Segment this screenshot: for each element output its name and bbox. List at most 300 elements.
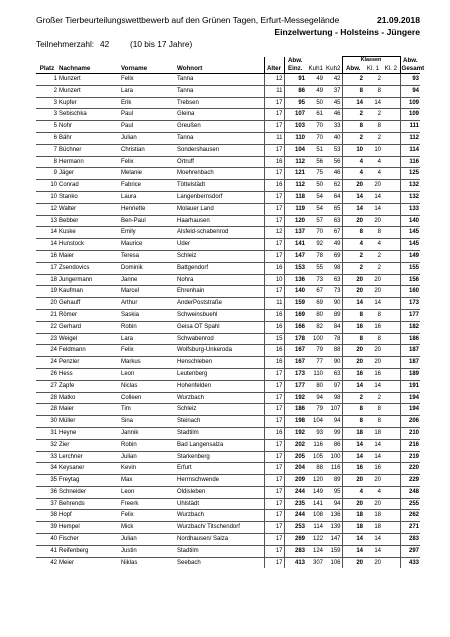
klassen-abw-cell: 4 bbox=[342, 486, 364, 498]
age-cell: 17 bbox=[264, 463, 284, 475]
kuh1-cell: 93 bbox=[306, 427, 324, 439]
residence-cell: Uder bbox=[176, 239, 264, 251]
lastname-cell: Kaufman bbox=[58, 286, 120, 298]
lastname-cell: Fischer bbox=[58, 534, 120, 546]
col-klassen-group: Klassen bbox=[342, 57, 400, 66]
kuh1-cell: 122 bbox=[306, 534, 324, 546]
firstname-cell: Robin bbox=[120, 439, 176, 451]
rank-cell: 20 bbox=[36, 298, 58, 310]
abw-einz-cell: 173 bbox=[284, 368, 306, 380]
residence-cell: Tanna bbox=[176, 132, 264, 144]
kuh1-cell: 55 bbox=[306, 262, 324, 274]
residence-cell: Molauer Land bbox=[176, 203, 264, 215]
age-cell: 16 bbox=[264, 180, 284, 192]
residence-cell: Henschleben bbox=[176, 357, 264, 369]
table-row bbox=[36, 309, 420, 321]
lastname-cell: Bebber bbox=[58, 215, 120, 227]
klassen-abw-cell: 20 bbox=[342, 498, 364, 510]
abw-gesamt-cell: 160 bbox=[400, 286, 420, 298]
klassen-abw-cell: 8 bbox=[342, 416, 364, 428]
lastname-cell: Hess bbox=[58, 368, 120, 380]
abw-einz-cell: 253 bbox=[284, 522, 306, 534]
kuh1-cell: 79 bbox=[306, 404, 324, 416]
table-row bbox=[36, 392, 420, 404]
rank-cell: 24 bbox=[36, 345, 58, 357]
rank-cell: 8 bbox=[36, 156, 58, 168]
firstname-cell: Kevin bbox=[120, 463, 176, 475]
document-title: Großer Tierbeurteilungswettbewerb auf den Grünen Tagen, Erfurt-Messegelände bbox=[36, 15, 340, 25]
abw-gesamt-cell: 433 bbox=[400, 557, 420, 568]
residence-cell: Haarhausen bbox=[176, 215, 264, 227]
kuh1-cell: 108 bbox=[306, 510, 324, 522]
kl2-cell bbox=[382, 180, 400, 192]
table-row bbox=[36, 132, 420, 144]
lastname-cell: Freytag bbox=[58, 475, 120, 487]
abw-einz-cell: 95 bbox=[284, 97, 306, 109]
abw-gesamt-cell: 94 bbox=[400, 85, 420, 97]
lastname-cell: Müller bbox=[58, 416, 120, 428]
residence-cell: Starkenberg bbox=[176, 451, 264, 463]
age-cell: 16 bbox=[264, 345, 284, 357]
klassen-abw-cell: 18 bbox=[342, 522, 364, 534]
kl2-cell bbox=[382, 545, 400, 557]
kl1-cell: 18 bbox=[364, 510, 382, 522]
abw-einz-cell: 204 bbox=[284, 463, 306, 475]
col-kuh2: Kuh2 bbox=[326, 65, 341, 72]
kl1-cell: 16 bbox=[364, 368, 382, 380]
age-cell: 12 bbox=[264, 227, 284, 239]
kl1-cell: 10 bbox=[364, 144, 382, 156]
klassen-abw-cell: 16 bbox=[342, 368, 364, 380]
abw-gesamt-cell: 132 bbox=[400, 180, 420, 192]
kl1-cell: 14 bbox=[364, 298, 382, 310]
klassen-abw-cell: 2 bbox=[342, 262, 364, 274]
lastname-cell: Gehauff bbox=[58, 298, 120, 310]
kl2-cell bbox=[382, 168, 400, 180]
firstname-cell: Julian bbox=[120, 132, 176, 144]
klassen-abw-cell: 10 bbox=[342, 144, 364, 156]
rank-cell: 10 bbox=[36, 191, 58, 203]
lastname-cell: Heyne bbox=[58, 427, 120, 439]
kl2-cell bbox=[382, 191, 400, 203]
residence-cell: Seebach bbox=[176, 557, 264, 568]
residence-cell: Bad Langensalza bbox=[176, 439, 264, 451]
klassen-abw-cell: 2 bbox=[342, 250, 364, 262]
residence-cell: Wolfsburg-Unkeroda bbox=[176, 345, 264, 357]
abw-einz-cell: 140 bbox=[284, 286, 306, 298]
table-row bbox=[36, 321, 420, 333]
kuh1-cell: 70 bbox=[306, 121, 324, 133]
kl2-cell bbox=[382, 439, 400, 451]
abw-einz-cell: 178 bbox=[284, 333, 306, 345]
kuh1-cell: 94 bbox=[306, 392, 324, 404]
abw-einz-cell: 169 bbox=[284, 309, 306, 321]
firstname-cell: Janne bbox=[120, 274, 176, 286]
age-cell: 17 bbox=[264, 121, 284, 133]
age-cell: 15 bbox=[264, 333, 284, 345]
klassen-abw-cell: 8 bbox=[342, 85, 364, 97]
kuh2-cell: 99 bbox=[324, 427, 342, 439]
klassen-abw-cell: 2 bbox=[342, 132, 364, 144]
age-cell: 16 bbox=[264, 321, 284, 333]
table-row bbox=[36, 227, 420, 239]
kuh1-cell: 114 bbox=[306, 522, 324, 534]
residence-cell: AnderPoststraße bbox=[176, 298, 264, 310]
abw-gesamt-cell: 186 bbox=[400, 333, 420, 345]
abw-einz-cell: 209 bbox=[284, 475, 306, 487]
firstname-cell: Erik bbox=[120, 97, 176, 109]
residence-cell: Ortruff bbox=[176, 156, 264, 168]
kuh2-cell: 106 bbox=[324, 557, 342, 568]
participant-info bbox=[36, 39, 193, 49]
abw-gesamt-cell: 194 bbox=[400, 392, 420, 404]
firstname-cell: Leon bbox=[120, 368, 176, 380]
kl1-cell: 2 bbox=[364, 392, 382, 404]
age-cell: 17 bbox=[264, 498, 284, 510]
age-cell: 17 bbox=[264, 97, 284, 109]
kuh2-cell: 89 bbox=[324, 309, 342, 321]
kuh2-cell: 139 bbox=[324, 522, 342, 534]
kuh2-cell: 98 bbox=[324, 392, 342, 404]
kl2-cell bbox=[382, 203, 400, 215]
lastname-cell: Römer bbox=[58, 309, 120, 321]
table-row bbox=[36, 121, 420, 133]
lastname-cell: Keysaner bbox=[58, 463, 120, 475]
kl2-cell bbox=[382, 498, 400, 510]
table-row bbox=[36, 286, 420, 298]
residence-cell: Hohenfelden bbox=[176, 380, 264, 392]
kuh1-cell: 105 bbox=[306, 451, 324, 463]
age-cell: 17 bbox=[264, 545, 284, 557]
age-cell: 11 bbox=[264, 132, 284, 144]
kuh2-cell: 84 bbox=[324, 321, 342, 333]
kuh2-cell: 73 bbox=[324, 286, 342, 298]
lastname-cell: Penzler bbox=[58, 357, 120, 369]
kl1-cell: 20 bbox=[364, 274, 382, 286]
col-platz: Platz bbox=[39, 65, 55, 72]
klassen-abw-cell: 8 bbox=[342, 309, 364, 321]
abw-gesamt-cell: 210 bbox=[400, 427, 420, 439]
age-cell: 16 bbox=[264, 309, 284, 321]
kl1-cell: 14 bbox=[364, 203, 382, 215]
kl1-cell: 14 bbox=[364, 439, 382, 451]
table-row bbox=[36, 475, 420, 487]
kuh2-cell: 33 bbox=[324, 121, 342, 133]
abw-gesamt-cell: 133 bbox=[400, 203, 420, 215]
age-cell: 17 bbox=[264, 250, 284, 262]
rank-cell: 26 bbox=[36, 368, 58, 380]
klassen-abw-cell: 14 bbox=[342, 545, 364, 557]
kl2-cell bbox=[382, 357, 400, 369]
rank-cell: 3 bbox=[36, 109, 58, 121]
age-cell: 16 bbox=[264, 427, 284, 439]
table-row bbox=[36, 74, 420, 86]
klassen-abw-cell: 14 bbox=[342, 97, 364, 109]
lastname-cell: Maier bbox=[58, 250, 120, 262]
age-cell: 17 bbox=[264, 191, 284, 203]
rank-cell: 10 bbox=[36, 180, 58, 192]
kl2-cell bbox=[382, 298, 400, 310]
kl1-cell: 14 bbox=[364, 380, 382, 392]
table-row bbox=[36, 427, 420, 439]
residence-cell: Greußen bbox=[176, 121, 264, 133]
firstname-cell: Maurice bbox=[120, 239, 176, 251]
kl2-cell bbox=[382, 522, 400, 534]
abw-einz-cell: 192 bbox=[284, 427, 306, 439]
abw-gesamt-cell: 255 bbox=[400, 498, 420, 510]
age-cell: 17 bbox=[264, 144, 284, 156]
kuh2-cell: 88 bbox=[324, 345, 342, 357]
age-cell: 17 bbox=[264, 203, 284, 215]
table-row bbox=[36, 404, 420, 416]
kuh2-cell: 64 bbox=[324, 191, 342, 203]
kuh2-cell: 63 bbox=[324, 215, 342, 227]
table-row bbox=[36, 451, 420, 463]
rank-cell: 13 bbox=[36, 215, 58, 227]
table-row bbox=[36, 180, 420, 192]
kl1-cell: 4 bbox=[364, 156, 382, 168]
kuh2-cell: 42 bbox=[324, 74, 342, 86]
rank-cell: 18 bbox=[36, 274, 58, 286]
abw-einz-cell: 159 bbox=[284, 298, 306, 310]
table-row bbox=[36, 262, 420, 274]
kl1-cell: 2 bbox=[364, 109, 382, 121]
kuh2-cell: 97 bbox=[324, 380, 342, 392]
kl2-cell bbox=[382, 85, 400, 97]
rank-cell: 7 bbox=[36, 144, 58, 156]
klassen-abw-cell: 18 bbox=[342, 427, 364, 439]
abw-gesamt-cell: 229 bbox=[400, 475, 420, 487]
klassen-abw-cell: 8 bbox=[342, 333, 364, 345]
kl2-cell bbox=[382, 274, 400, 286]
rank-cell: 2 bbox=[36, 85, 58, 97]
klassen-abw-cell: 20 bbox=[342, 215, 364, 227]
kl1-cell: 14 bbox=[364, 451, 382, 463]
kuh1-cell: 110 bbox=[306, 368, 324, 380]
kl1-cell: 8 bbox=[364, 333, 382, 345]
kl1-cell: 20 bbox=[364, 557, 382, 568]
abw-gesamt-cell: 216 bbox=[400, 439, 420, 451]
klassen-abw-cell: 20 bbox=[342, 475, 364, 487]
kuh1-cell: 141 bbox=[306, 498, 324, 510]
klassen-abw-cell: 8 bbox=[342, 404, 364, 416]
participants-label: Teilnehmerzahl: bbox=[36, 39, 95, 49]
klassen-abw-cell: 20 bbox=[342, 357, 364, 369]
abw-einz-cell: 269 bbox=[284, 534, 306, 546]
kuh1-cell: 54 bbox=[306, 203, 324, 215]
age-cell: 17 bbox=[264, 404, 284, 416]
table-row bbox=[36, 463, 420, 475]
lastname-cell: Zapfe bbox=[58, 380, 120, 392]
table-row bbox=[36, 545, 420, 557]
kl2-cell bbox=[382, 250, 400, 262]
klassen-abw-cell: 4 bbox=[342, 156, 364, 168]
table-row bbox=[36, 380, 420, 392]
abw-einz-cell: 283 bbox=[284, 545, 306, 557]
kuh2-cell: 136 bbox=[324, 510, 342, 522]
abw-gesamt-cell: 187 bbox=[400, 357, 420, 369]
abw-einz-cell: 120 bbox=[284, 215, 306, 227]
kuh1-cell: 104 bbox=[306, 416, 324, 428]
rank-cell: 34 bbox=[36, 463, 58, 475]
residence-cell: Geisa OT Spahl bbox=[176, 321, 264, 333]
rank-cell: 38 bbox=[36, 510, 58, 522]
klassen-abw-cell: 4 bbox=[342, 168, 364, 180]
abw-einz-cell: 103 bbox=[284, 121, 306, 133]
abw-gesamt-cell: 114 bbox=[400, 144, 420, 156]
abw-gesamt-cell: 132 bbox=[400, 191, 420, 203]
abw-einz-cell: 167 bbox=[284, 345, 306, 357]
kl2-cell bbox=[382, 451, 400, 463]
abw-einz-cell: 118 bbox=[284, 191, 306, 203]
age-cell: 16 bbox=[264, 357, 284, 369]
col-abw-einz-top: Abw. bbox=[284, 57, 306, 66]
lastname-cell: Stanko bbox=[58, 191, 120, 203]
kuh1-cell: 69 bbox=[306, 298, 324, 310]
table-row bbox=[36, 85, 420, 97]
residence-cell: Schwabenrod bbox=[176, 333, 264, 345]
kl1-cell: 4 bbox=[364, 486, 382, 498]
kl1-cell: 20 bbox=[364, 180, 382, 192]
age-cell: 17 bbox=[264, 451, 284, 463]
kuh2-cell: 94 bbox=[324, 416, 342, 428]
residence-cell: Schweinsbuehl bbox=[176, 309, 264, 321]
rank-cell: 40 bbox=[36, 534, 58, 546]
lastname-cell: Jungermann bbox=[58, 274, 120, 286]
klassen-abw-cell: 14 bbox=[342, 451, 364, 463]
residence-cell: Stadtilm bbox=[176, 545, 264, 557]
rank-cell: 37 bbox=[36, 498, 58, 510]
kuh2-cell: 94 bbox=[324, 498, 342, 510]
age-cell: 17 bbox=[264, 239, 284, 251]
residence-cell: Leutenberg bbox=[176, 368, 264, 380]
table-row bbox=[36, 239, 420, 251]
table-row bbox=[36, 534, 420, 546]
kuh2-cell: 46 bbox=[324, 109, 342, 121]
firstname-cell: Robin bbox=[120, 321, 176, 333]
table-row bbox=[36, 215, 420, 227]
abw-einz-cell: 177 bbox=[284, 380, 306, 392]
klassen-abw-cell: 14 bbox=[342, 380, 364, 392]
kl2-cell bbox=[382, 309, 400, 321]
table-row bbox=[36, 416, 420, 428]
abw-gesamt-cell: 156 bbox=[400, 274, 420, 286]
klassen-abw-cell: 16 bbox=[342, 321, 364, 333]
kl1-cell: 20 bbox=[364, 498, 382, 510]
abw-gesamt-cell: 219 bbox=[400, 451, 420, 463]
abw-einz-cell: 413 bbox=[284, 557, 306, 568]
kl1-cell: 2 bbox=[364, 262, 382, 274]
col-abw-gesamt-top: Abw. bbox=[400, 57, 420, 66]
kuh1-cell: 70 bbox=[306, 227, 324, 239]
kuh2-cell: 90 bbox=[324, 298, 342, 310]
kuh1-cell: 50 bbox=[306, 180, 324, 192]
firstname-cell: Marcel bbox=[120, 286, 176, 298]
kuh1-cell: 75 bbox=[306, 168, 324, 180]
firstname-cell: Henriette bbox=[120, 203, 176, 215]
age-cell: 17 bbox=[264, 380, 284, 392]
residence-cell: Trebsen bbox=[176, 97, 264, 109]
lastname-cell: Sebischka bbox=[58, 109, 120, 121]
kl1-cell: 20 bbox=[364, 345, 382, 357]
abw-einz-cell: 244 bbox=[284, 510, 306, 522]
table-row bbox=[36, 439, 420, 451]
abw-gesamt-cell: 140 bbox=[400, 215, 420, 227]
kl1-cell: 8 bbox=[364, 85, 382, 97]
kl2-cell bbox=[382, 404, 400, 416]
klassen-abw-cell: 20 bbox=[342, 180, 364, 192]
abw-einz-cell: 112 bbox=[284, 156, 306, 168]
abw-einz-cell: 119 bbox=[284, 203, 306, 215]
kuh1-cell: 116 bbox=[306, 439, 324, 451]
kuh1-cell: 49 bbox=[306, 74, 324, 86]
kuh2-cell: 53 bbox=[324, 144, 342, 156]
col-vorname: Vorname bbox=[121, 65, 148, 72]
abw-gesamt-cell: 145 bbox=[400, 239, 420, 251]
abw-einz-cell: 167 bbox=[284, 357, 306, 369]
kl1-cell: 20 bbox=[364, 357, 382, 369]
kl2-cell bbox=[382, 227, 400, 239]
age-cell: 16 bbox=[264, 262, 284, 274]
rank-cell: 24 bbox=[36, 357, 58, 369]
klassen-abw-cell: 8 bbox=[342, 121, 364, 133]
firstname-cell: Arthur bbox=[120, 298, 176, 310]
age-range: (10 bis 17 Jahre) bbox=[130, 39, 193, 49]
table-body bbox=[36, 74, 420, 569]
rank-cell: 17 bbox=[36, 262, 58, 274]
lastname-cell: Feldmann bbox=[58, 345, 120, 357]
age-cell: 17 bbox=[264, 215, 284, 227]
table-row bbox=[36, 345, 420, 357]
kuh2-cell: 159 bbox=[324, 545, 342, 557]
age-cell: 11 bbox=[264, 298, 284, 310]
abw-gesamt-cell: 116 bbox=[400, 156, 420, 168]
kuh2-cell: 86 bbox=[324, 439, 342, 451]
lastname-cell: Hempel bbox=[58, 522, 120, 534]
residence-cell: Tanna bbox=[176, 74, 264, 86]
residence-cell: Oldisleben bbox=[176, 486, 264, 498]
kl2-cell bbox=[382, 557, 400, 568]
abw-einz-cell: 153 bbox=[284, 262, 306, 274]
lastname-cell: Reifenberg bbox=[58, 545, 120, 557]
kl2-cell bbox=[382, 144, 400, 156]
lastname-cell: Schneider bbox=[58, 486, 120, 498]
age-cell: 17 bbox=[264, 534, 284, 546]
kuh1-cell: 120 bbox=[306, 475, 324, 487]
klassen-abw-cell: 16 bbox=[342, 463, 364, 475]
kl2-cell bbox=[382, 262, 400, 274]
rank-cell: 19 bbox=[36, 286, 58, 298]
kuh2-cell: 62 bbox=[324, 180, 342, 192]
residence-cell: Battgendorf bbox=[176, 262, 264, 274]
abw-einz-cell: 136 bbox=[284, 274, 306, 286]
kl1-cell: 20 bbox=[364, 215, 382, 227]
kl1-cell: 4 bbox=[364, 239, 382, 251]
table-row bbox=[36, 522, 420, 534]
lastname-cell: Kuske bbox=[58, 227, 120, 239]
age-cell: 10 bbox=[264, 274, 284, 286]
rank-cell: 5 bbox=[36, 121, 58, 133]
firstname-cell: Markus bbox=[120, 357, 176, 369]
lastname-cell: Gerhard bbox=[58, 321, 120, 333]
klassen-abw-cell: 14 bbox=[342, 298, 364, 310]
kl2-cell bbox=[382, 392, 400, 404]
table-row bbox=[36, 203, 420, 215]
kl1-cell: 14 bbox=[364, 191, 382, 203]
abw-einz-cell: 112 bbox=[284, 180, 306, 192]
rank-cell: 36 bbox=[36, 486, 58, 498]
residence-cell: Stadtilm bbox=[176, 427, 264, 439]
